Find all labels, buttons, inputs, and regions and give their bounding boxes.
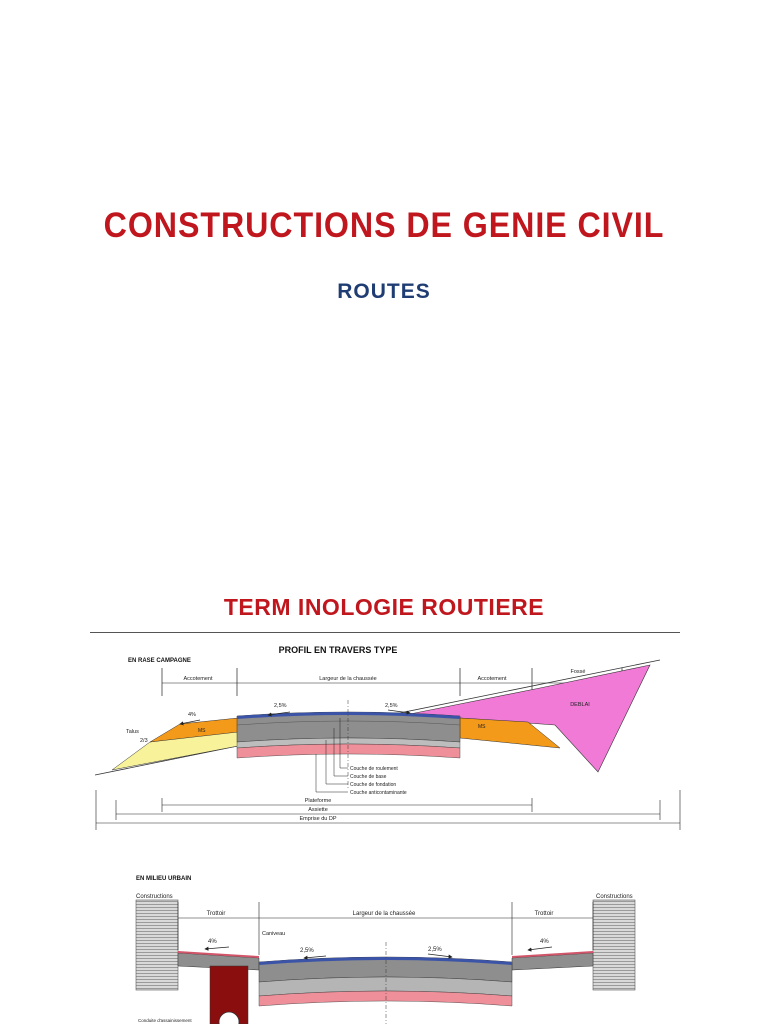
deblai-label: DEBLAI xyxy=(570,702,590,708)
slope-sidewalk-right-label: 4% xyxy=(540,939,549,945)
constructions-right-label: Constructions xyxy=(596,894,633,900)
layer-label-fondation: Couche de fondation xyxy=(350,782,397,788)
constructions-left-label: Constructions xyxy=(136,894,173,900)
trottoir-right-label: Trottoir xyxy=(534,911,554,917)
rural-profile xyxy=(95,645,680,830)
document-title: CONSTRUCTIONS DE GENIE CIVIL xyxy=(103,206,665,245)
section-title: TERM INOLOGIE ROUTIERE xyxy=(223,594,545,620)
assiette-label: Assiette xyxy=(308,807,328,813)
accotement-right-label: Accotement xyxy=(477,676,507,682)
building-right xyxy=(593,900,635,990)
accotement-left-label: Accotement xyxy=(183,676,213,682)
urban-profile xyxy=(136,876,635,1024)
caniveau-label: Caniveau xyxy=(262,931,286,937)
largeur-label: Largeur de la chaussée xyxy=(319,676,377,682)
plateforme-label: Plateforme xyxy=(304,798,332,804)
slope-road-left-label: 2,5% xyxy=(300,948,314,954)
fosse-label: Fossé xyxy=(570,669,586,675)
emprise-label: Emprise du DP xyxy=(299,816,337,822)
ms-right-label: MS xyxy=(478,724,486,730)
slope-sidewalk-left-label: 4% xyxy=(208,939,217,945)
document-subtitle: ROUTES xyxy=(337,280,431,303)
conduit-label: Conduite d'assainissement xyxy=(138,1018,192,1023)
building-left xyxy=(136,900,178,990)
slope-right-label: 2,5% xyxy=(385,703,398,709)
layer-label-base: Couche de base xyxy=(350,774,387,780)
largeur-urban-label: Largeur de la chaussée xyxy=(352,911,416,917)
urban-context-label: EN MILIEU URBAIN xyxy=(136,876,192,882)
layer-label-anticontaminante: Couche anticontaminante xyxy=(350,790,407,796)
layer-label-roulement: Couche de roulement xyxy=(350,766,398,772)
rural-context-label: EN RASE CAMPAGNE xyxy=(128,658,191,664)
talus-label: Talus xyxy=(126,729,139,735)
ms-left-label: MS xyxy=(198,728,206,734)
talus-ratio-label: 2/3 xyxy=(140,738,148,744)
slope-left-label: 2,5% xyxy=(274,703,287,709)
trottoir-left-label: Trottoir xyxy=(206,911,226,917)
slope-shoulder-label: 4% xyxy=(188,712,196,718)
slope-road-right-label: 2,5% xyxy=(428,947,442,953)
anticontaminant-layer xyxy=(237,744,460,758)
profile-heading: PROFIL EN TRAVERS TYPE xyxy=(278,645,398,655)
